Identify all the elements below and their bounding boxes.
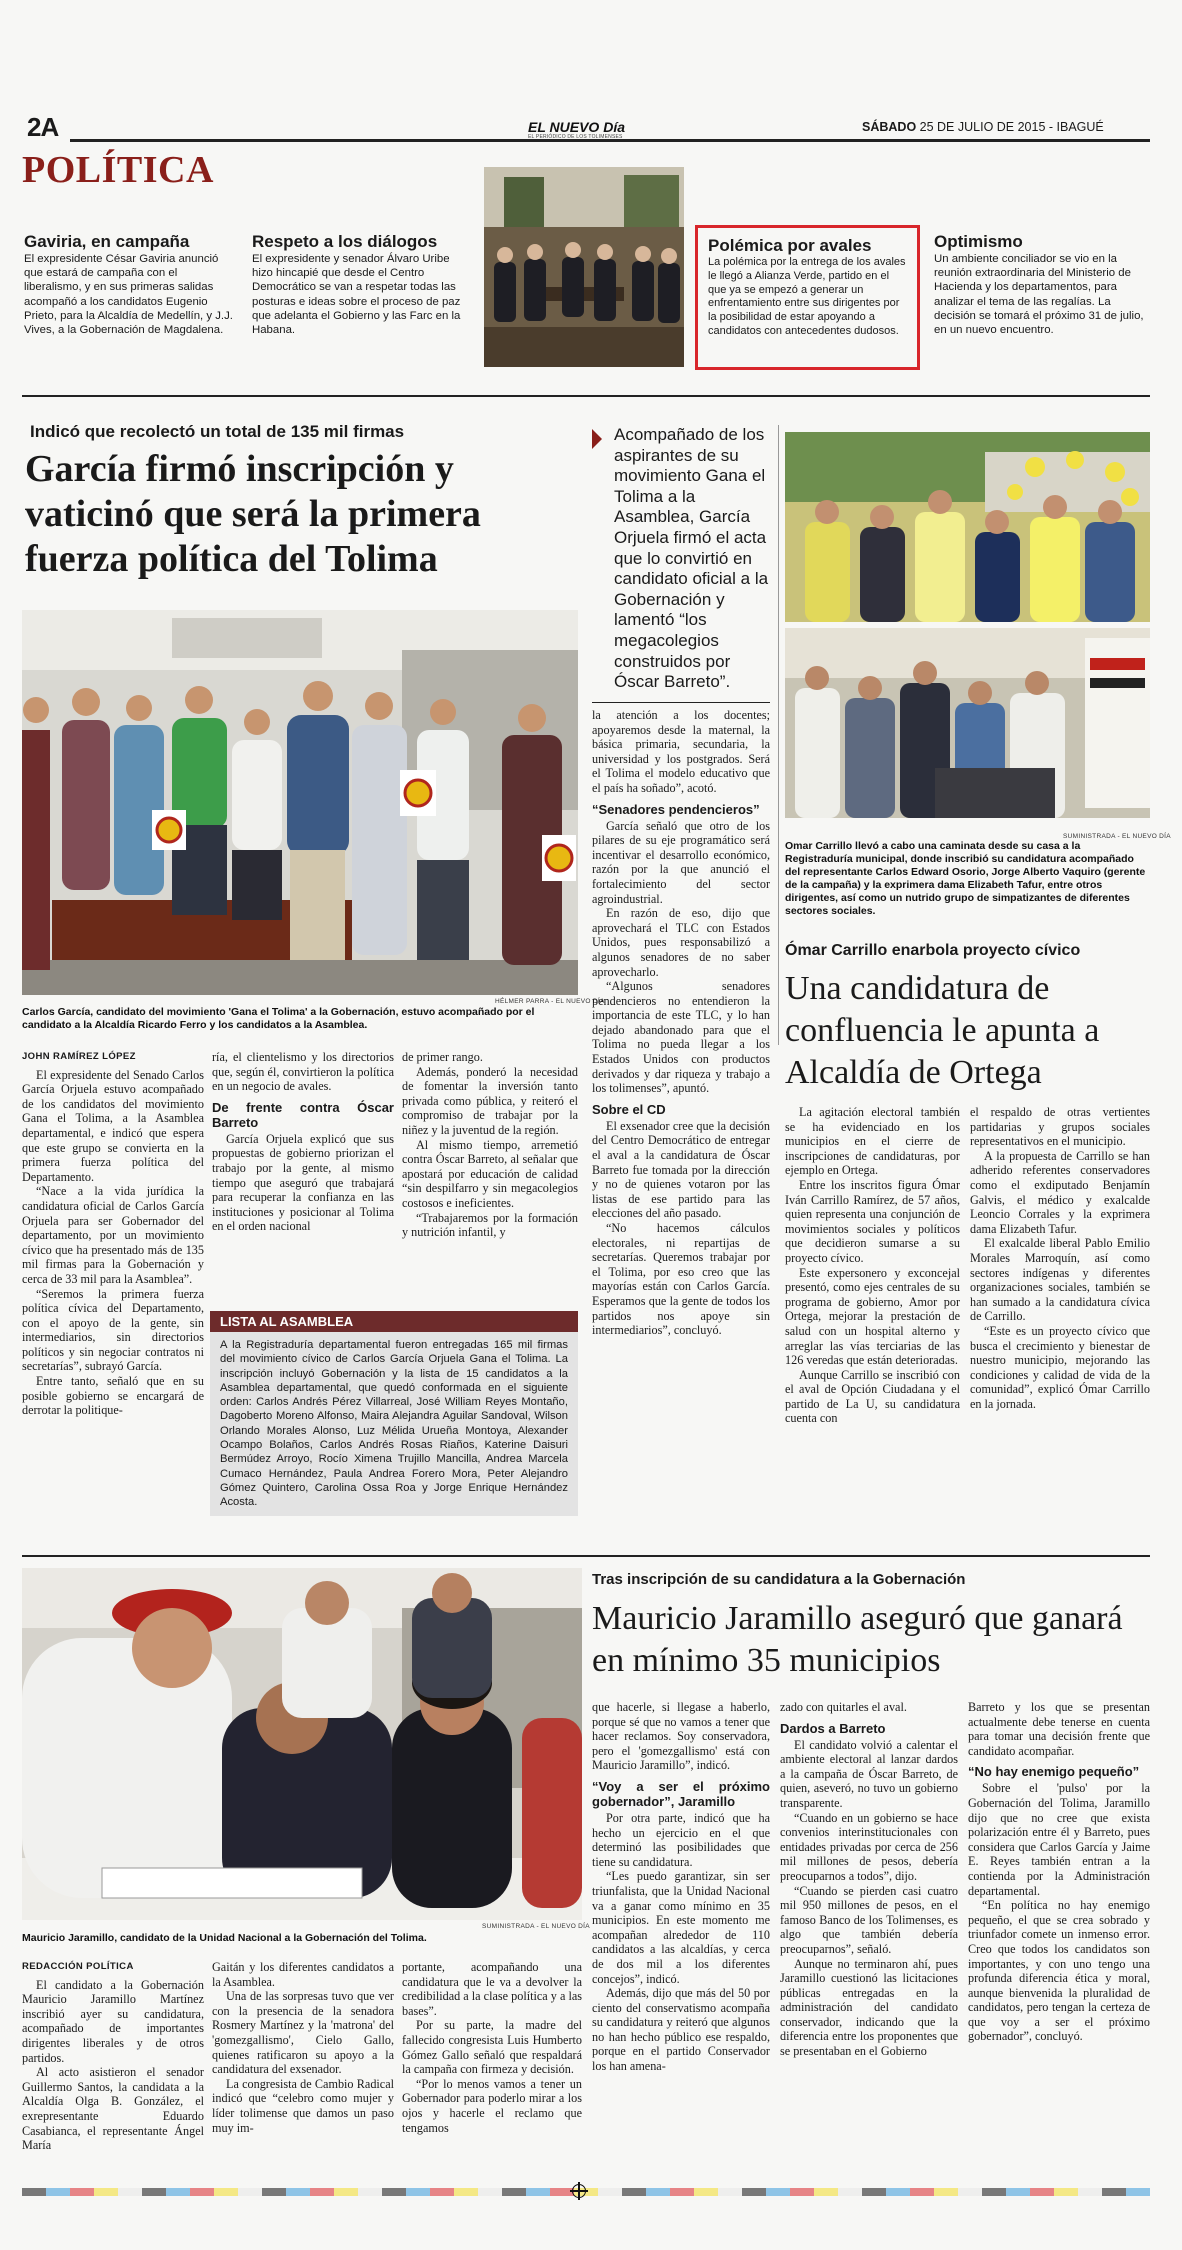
paragraph: Entre los inscritos figura Ómar Iván Carrillo Ramírez, de 57 años, quien representa una conjunción de movimientos sociales y políticos que decidieron sumarse a su proyecto cívico. [785,1177,960,1265]
article1-col1 [22,1050,204,1418]
article3-col3 [402,1960,582,2135]
article1-photo-credit: HÉLMER PARRA - EL NUEVO DÍA [495,998,605,1005]
date-rest: 25 DE JULIO DE 2015 - IBAGUÉ [919,120,1104,134]
article2-photo-credit: SUMINISTRADA - EL NUEVO DÍA [1063,833,1171,840]
article2-headline: Una candidatura de confluencia le apunta a Alcaldía de Ortega [785,970,1100,1091]
paragraph: “Algunos senadores pendencieros no entendieron la importancia de este TLC, y lo han dejado abandonado para que el Tolima no pueda llegar a los Estados Unidos con productos derivados y dar riqueza y trabajo a los tolimenses”, apuntó. [592,979,770,1096]
pullquote-text: Acompañado de los aspirantes de su movimiento Gana el Tolima a la Asamblea, García Orjuela firmó el acta que lo convirtió en candidato oficial a la Gobernación y lamentó “los megacolegios construidos por Óscar Barreto”. [614,425,769,692]
registration-mark-icon [572,2184,586,2198]
paragraph: A la propuesta de Carrillo se han adherido referentes conservadores como el exdiputado Benjamín Galvis, el médico y exalcalde Leoncio Corrales y la exprimera dama Elizabeth Tafur. [970,1148,1150,1236]
paragraph: el respaldo de otras vertientes partidarias y grupos sociales representativos en el municipio. [970,1105,1150,1149]
paragraph: “En política no hay enemigo pequeño, el que se crea sobrado y triunfador comete un inmenso error. Creo que todos los candidatos son importantes, y con uno tengo una profunda diferencia ética y moral, aunque bienvenida la pluralidad de candidatos, pero tengan la certeza de que voy a ser el próximo gobernador”, concluyó. [968,1898,1150,2044]
paragraph: “Este es un proyecto cívico que busca el crecimiento y bienestar de nuestro municipio, mejorando las condiciones y calidad de vida de la comunidad”, explicó Ómar Carrillo en la jornada. [970,1323,1150,1411]
teaser-dialogos [252,232,472,337]
box-body: A la Registraduría departamental fueron entregadas 165 mil firmas del movimiento cívico de Carlos García Orjuela Gana el Tolima. La inscripción incluyó Gobernación y la lista de 15 candidatos a la Asamblea departamental, que quedó conformada en el siguiente orden: Carlos Andrés Pérez Villarreal, José William Reyes Montaño, Dagoberto Moreno Alfonso, Maira Alejandra Aguilar Sandoval, Wilson Orlando Morales Alonso, Luz Mélida Urueña Montoya, Alexander Ocampo Bolaños, Carlos Andrés Rosas Riaños, Katerine Daisuri Bermúdez Arroyo, Rocío Ximena Trujillo Mancilla, Andrea Marcela Cumaco Hernández, Paula Andrea Forero Mora, Peter Alejandro Gómez Quintero, Carolina Ossa Roa y Jorge Enrique Hernández Acosta. [210,1332,578,1516]
article3-col6 [968,1700,1150,2044]
paragraph: Entre tanto, señaló que en su posible gobierno se encargará de derrotar la politique- [22,1374,204,1418]
paragraph: Por otra parte, indicó que ha hecho un ejercicio en el que determinó las posibilidades que tiene su candidatura. [592,1810,770,1869]
section-title: POLÍTICA [22,149,214,191]
paragraph: García señaló que otro de los pilares de su eje programático será incentivar el desarrollo económico, razón por la que anunció el fortalecimiento del sector agroindustrial. [592,818,770,906]
article3-photo-credit: SUMINISTRADA - EL NUEVO DÍA [482,1923,590,1930]
article1-byline: JOHN RAMÍREZ LÓPEZ [22,1051,136,1062]
paragraph: Gaitán y los diferentes candidatos a la Asamblea. [212,1960,394,1989]
article1-kicker: Indicó que recolectó un total de 135 mil firmas [30,422,405,441]
logo-tagline: EL PERIÓDICO DE LOS TOLIMENSES [528,134,623,140]
article1-col4 [592,708,770,1338]
page-number: 2A [27,112,59,142]
article1-subhead-barreto: De frente contra Óscar Barreto [212,1099,394,1130]
article1-col2 [212,1050,394,1234]
article3-col4 [592,1700,770,2074]
paragraph: “Cuando se pierden casi cuatro mil 950 millones de pesos, en el famoso Banco de los Tolimenses, es algo que también debería preocuparnos”, señaló. [780,1883,958,1956]
paragraph: “Nace a la vida jurídica la candidatura oficial de Carlos García Orjuela para ser Gobernador del departamento, por un movimiento cívico que ha presentado más de 135 mil firmas para la Gobernación y cerca de 33 mil para la Asamblea”. [22,1184,204,1286]
dateline [862,120,1104,134]
masthead-logo [528,117,658,139]
article2-photo-top [785,432,1150,622]
article3-caption: Mauricio Jaramillo, candidato de la Unidad Nacional a la Gobernación del Tolima. [22,1932,427,1944]
paragraph: La congresista de Cambio Radical indicó que “celebro como mujer y líder tolimense que damos un paso muy im- [212,2076,394,2135]
paragraph: “Les puedo garantizar, sin ser triunfalista, que la Unidad Nacional va a ganar como mínimo en 35 municipios. En este momento me acompañan alrededor de 110 candidatos a las alcaldías, y cerca de dos mil a los diferentes concejos”, indicó. [592,1869,770,1986]
quote-marker-icon [592,429,602,449]
paragraph: El expresidente del Senado Carlos García Orjuela estuvo acompañado de los candidatos del movimiento Gana el Tolima, a la Asamblea departamental, e indicó que espera que este grupo se convierta en la primera fuerza política del Departamento. [22,1067,204,1184]
article2-col2 [970,1105,1150,1411]
paragraph: “Trabajaremos por la formación y nutrición infantil, y [402,1210,578,1240]
article1-pullquote [592,425,770,693]
article3-byline: REDACCIÓN POLÍTICA [22,1961,134,1972]
article3-col5 [780,1700,958,2059]
teaser-title: Gaviria, en campaña [24,232,190,251]
paragraph: portante, acompañando una candidatura que le va a devolver la credibilidad a la clase política y a las bases”. [402,1960,582,2018]
article3-photo [22,1568,582,1920]
paragraph: El exalcalde liberal Pablo Emilio Morales Marroquín, así como sectores indígenas y diferentes organizaciones sociales, también se han sumado a la candidatura cívica de Carrillo. [970,1236,1150,1324]
article3-col1 [22,1960,204,2153]
column-divider-vertical [778,425,779,1045]
logo-text: EL NUEVO Día [528,119,625,135]
article1-photo [22,610,578,995]
paragraph: que hacerle, si llegase a haberlo, porque sé que no vamos a tener que hacer reclamos. Soy conservadora, pero el 'gomezgallismo' está con Mauricio Jaramillo”, indicó. [592,1700,770,1773]
article3-kicker: Tras inscripción de su candidatura a la Gobernación [592,1571,966,1588]
teaser-gaviria [24,232,234,337]
paragraph: El candidato volvió a calentar el ambiente electoral al lanzar dardos a la campaña de Óscar Barreto, de quien, aseveró, no tuvo un gobierno transparente. [780,1737,958,1810]
inscription-photo-illustration [22,610,578,995]
teaser-title: Respeto a los diálogos [252,232,438,251]
teaser-title: Optimismo [934,232,1023,251]
paragraph: García Orjuela explicó que sus propuestas de gobierno priorizan el trabajo por la gente, al mismo tiempo que aseguró que trabajará para recuperar la confianza en las instituciones y posicionar al Tolima en el orden nacional [212,1131,394,1234]
teaser-photo [484,167,684,367]
section-rule-mid [22,1555,1150,1557]
meeting-photo-illustration [484,167,684,367]
teaser-body: El expresidente y senador Álvaro Uribe hizo hincapié que desde el Centro Democrático se van a respetar todas las posturas e ideas sobre el proceso de paz que adelanta el Gobierno y las Farc en la Habana. [252,253,461,337]
paragraph: La agitación electoral también se ha evidenciado en los municipios en el cierre de inscripciones de candidaturas, por ejemplo en Ortega. [785,1105,960,1178]
teaser-title: Polémica por avales [708,236,872,255]
paragraph: En razón de eso, dijo que aprovechará el TLC con Estados Unidos, pues responsabilizó a algunos senadores de no saber aprovecharlo. [592,906,770,979]
paragraph: Además, dijo que más del 50 por ciento del conservatismo acompaña su candidatura y reiteró que algunos no han hecho público ese respaldo, porque en el partido Conservador los han amena- [592,1986,770,2074]
article2-col1 [785,1105,960,1426]
article3-col2 [212,1960,394,2135]
article1-subhead-senadores: “Senadores pendencieros” [592,801,760,817]
teaser-optimismo [934,232,1149,337]
paragraph: Al acto asistieron el senador Guillermo Santos, la candidata a la Alcaldía Olga B. González, el exrepresentante Eduardo Casabianca, el representante Ángel María [22,2065,204,2153]
article2-kicker: Ómar Carrillo enarbola proyecto cívico [785,942,1081,959]
article1-subhead-cd: Sobre el CD [592,1101,666,1117]
paragraph: ría, el clientelismo y los directorios que, según él, convirtieron la política en un negocio de avales. [212,1050,394,1094]
article3-headline: Mauricio Jaramillo aseguró que ganará en mínimo 35 municipios [592,1600,1123,1679]
article1-caption: Carlos García, candidato del movimiento 'Gana el Tolima' a la Gobernación, estuvo acompañado por el candidato a la Alcaldía Ricardo Ferro y los candidatos a la Asamblea. [22,1006,535,1031]
article3-subhead-dardos: Dardos a Barreto [780,1720,886,1736]
paragraph: Una de las sorpresas tuvo que ver con la presencia de la senadora Rosmery Martínez y la 'matrona' del 'gomezgallismo', Cielo Gallo, quienes ratificaron su apoyo a la candidatura del exsenador. [212,1989,394,2077]
paragraph: “Por lo menos vamos a tener un Gobernador para poderlo mirar a los ojos y hacerle el reclamo que tengamos [402,2076,582,2135]
paragraph: Este expersonero y exconcejal presentó, como ejes centrales de su programa de gobierno, Amor por Ortega, mejorar la prestación de salud con un hospital alterno y arreglar las vías terciarias de las 126 veredas que están deterioradas. [785,1265,960,1368]
paragraph: Barreto y los que se presentan actualmente debe tenerse en cuenta para tomar una decisión frente que candidato acompañar. [968,1700,1150,1758]
paragraph: El candidato a la Gobernación Mauricio Jaramillo Martínez inscribió ayer su candidatura, acompañado de importantes dirigentes liberales y de otros partidos. [22,1977,204,2065]
teaser-body: Un ambiente conciliador se vio en la reunión extraordinaria del Ministerio de Hacienda y los departamentos, para analizar el tema de las regalías. La decisión se tomará el próximo 31 de julio, en un nuevo encuentro. [934,253,1144,337]
article1-col3 [402,1050,578,1240]
paragraph: zado con quitarles el aval. [780,1700,907,1714]
article1-headline: García firmó inscripción y vaticinó que será la primera fuerza política del Tolima [25,448,481,580]
paragraph: El exsenador cree que la decisión del Centro Democrático de entregar el aval a la candidatura de Óscar Barreto fue tomada por la dirección y no de quienes votaron por las listas de ese partido para las elecciones del año pasado. [592,1118,770,1221]
lista-asamblea-box [210,1311,578,1516]
paragraph: Aunque Carrillo se inscribió con el aval de Opción Ciudadana y el partido de La U, su candidatura cuenta con [785,1367,960,1426]
paragraph: la atención a los docentes; apoyaremos desde la maternal, la básica primaria, secundaria, la universidad y los postgrados. Será el Tolima el modelo educativo que el país ha soñado”, acotó. [592,708,770,795]
jaramillo-photo-illustration [22,1568,582,1920]
teaser-avales-box [695,225,920,370]
paragraph: Al mismo tiempo, arremetió contra Óscar Barreto, al señalar que apostará por educación de calidad “sin despilfarro y sin megacolegios costosos e ineficientes. [402,1137,578,1210]
teaser-body: La polémica por la entrega de los avales le llegó a Alianza Verde, partido en el que ya se empezó a generar un enfrentamiento entre sus dirigentes por la posibilidad de estar apoyando a candidatos con antecedentes dudosos. [708,256,906,337]
box-title: LISTA AL ASAMBLEA [210,1311,578,1332]
article3-subhead-gobernador: “Voy a ser el próximo gobernador”, Jaramillo [592,1778,770,1809]
teaser-body: El expresidente César Gaviria anunció que estará de campaña con el liberalismo, y en sus primeras salidas acompañó a los candidatos Eugenio Prieto, para la Alcaldía de Medellín, y J.J. Vives, a la Gobernación de Magdalena. [24,253,233,337]
paragraph: Aunque no terminaron ahí, pues Jaramillo cuestionó las licitaciones públicas entregadas en la administración del candidato conservador, indicando que la diferencia entre los proponentes que se presentaban en el Gobierno [780,1956,958,2059]
march-photo-illustration [785,432,1150,622]
paragraph: Por su parte, la madre del fallecido congresista Luis Humberto Gómez Gallo señaló que respaldará la campaña con firmeza y decisión. [402,2018,582,2077]
registry-photo-illustration [785,628,1150,818]
date-weekday: SÁBADO [862,120,917,134]
paragraph: “Cuando en un gobierno se hace convenios interinstitucionales con entidades privadas por cerca de 256 mil millones de pesos, debería preocuparnos a todos”, dijo. [780,1810,958,1883]
article3-subhead-enemigo: “No hay enemigo pequeño” [968,1764,1140,1780]
pullquote-rule [592,702,770,703]
article2-caption: Omar Carrillo llevó a cabo una caminata desde su casa a la Registraduría municipal, donde inscribió su candidatura acompañado del representante Carlos Edward Osorio, Jorge Alberto Vaquiro (gerente de la campaña) y la exprimera dama Elizabeth Tafur, entre otros dirigentes, así como un nutrido grupo de simpatizantes de diferentes sectores sociales. [785,840,1146,917]
paragraph: Además, ponderó la necesidad de fomentar la inversión tanto privada como pública, y reiteró el compromiso de trabajar por la niñez y la juventud de la región. [402,1064,578,1137]
paragraph: Sobre el 'pulso' por la Gobernación del Tolima, Jaramillo dijo que no cree que exista polarización entre él y Barreto, pues considera que Carlos García y Jaime E. Reyes también entran a la contienda por la Administración departamental. [968,1781,1150,1898]
teaser-rule [22,395,1150,397]
paragraph: de primer rango. [402,1050,483,1064]
article2-photo-bottom [785,628,1150,818]
top-registration-bar [0,0,1182,18]
paragraph: “No hacemos cálculos electorales, ni repartijas de secretarías. Queremos trabajar por el Tolima, por eso creo que las mayorías están con Carlos García. Esperamos que la gente de todos los partidos nos apoye sin intermediarios”, concluyó. [592,1221,770,1338]
paragraph: “Seremos la primera fuerza política cívica del Departamento, con el apoyo de la gente, sin intermediarios, sin directorios políticos y sin negociar contratos ni secretarías”, subrayó García. [22,1286,204,1374]
